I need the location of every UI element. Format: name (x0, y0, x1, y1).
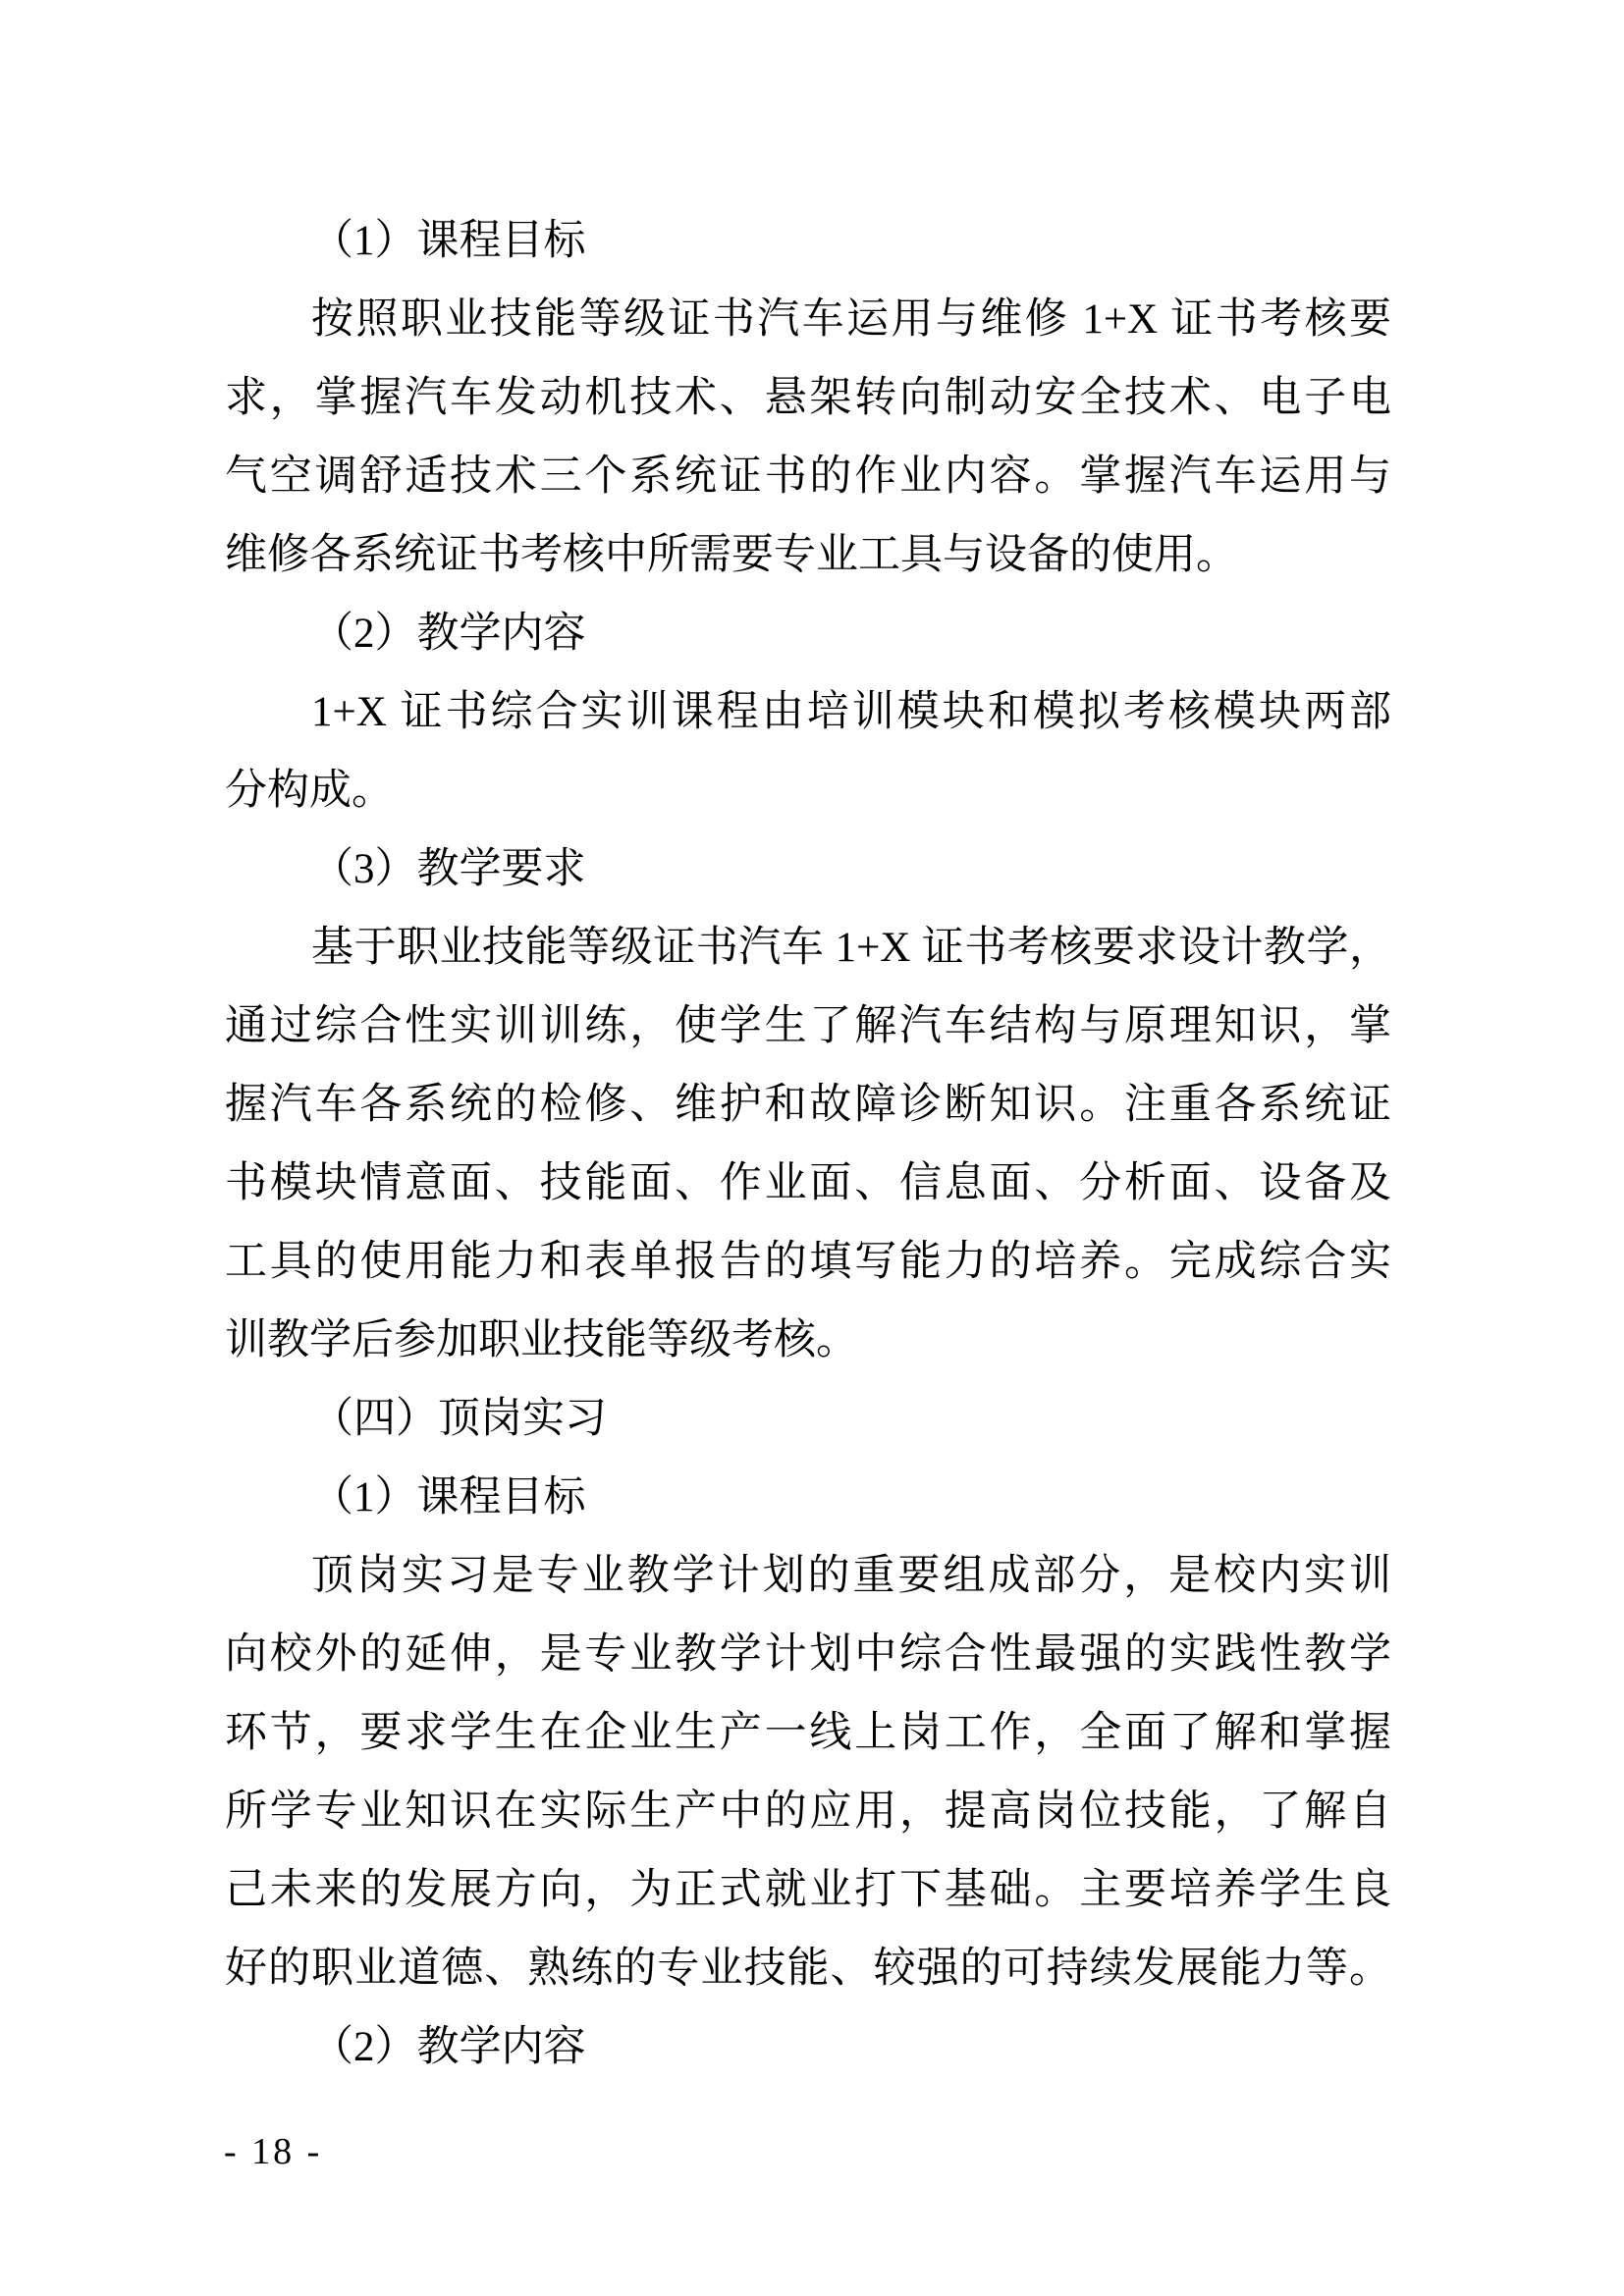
text-line: 分构成。 (225, 768, 394, 814)
text-line: 按照职业技能等级证书汽车运用与维修 1+X 证书考核要 (311, 296, 1391, 343)
document-text-block (225, 202, 1391, 2087)
text-line: 环节，要求学生在企业生产一线上岗工作，全面了解和掌握 (225, 1710, 1391, 1756)
text-line: （1）课程目标 (311, 1474, 586, 1521)
text-line: （2）教学内容 (311, 611, 586, 657)
text-line: 好的职业道德、熟练的专业技能、较强的可持续发展能力等。 (225, 1946, 1391, 1992)
text-line: 向校外的延伸，是专业教学计划中综合性最强的实践性教学 (225, 1631, 1391, 1678)
text-line: 气空调舒适技术三个系统证书的作业内容。掌握汽车运用与 (225, 454, 1391, 500)
text-line: 1+X 证书综合实训课程由培训模块和模拟考核模块两部 (311, 689, 1391, 735)
text-line: （四）顶岗实习 (311, 1396, 607, 1442)
text-line: 书模块情意面、技能面、作业面、信息面、分析面、设备及 (225, 1160, 1391, 1206)
text-line: （1）课程目标 (311, 218, 586, 264)
text-line: 己未来的发展方向，为正式就业打下基础。主要培养学生良 (225, 1867, 1391, 1913)
page-number: - 18 - (224, 2131, 323, 2172)
text-line: （2）教学内容 (311, 2024, 586, 2070)
text-line: 维修各系统证书考核中所需要专业工具与设备的使用。 (225, 532, 1238, 578)
text-line: （3）教学要求 (311, 846, 586, 892)
text-line: 通过综合性实训训练，使学生了解汽车结构与原理知识，掌 (225, 1003, 1391, 1049)
text-line: 顶岗实习是专业教学计划的重要组成部分，是校内实训 (311, 1553, 1391, 1599)
text-line: 工具的使用能力和表单报告的填写能力的培养。完成综合实 (225, 1239, 1391, 1285)
text-line: 求，掌握汽车发动机技术、悬架转向制动安全技术、电子电 (225, 375, 1391, 421)
text-line: 握汽车各系统的检修、维护和故障诊断知识。注重各系统证 (225, 1082, 1391, 1128)
text-line: 基于职业技能等级证书汽车 1+X 证书考核要求设计教学， (311, 925, 1391, 971)
text-line: 所学专业知识在实际生产中的应用，提高岗位技能，了解自 (225, 1789, 1391, 1835)
text-line: 训教学后参加职业技能等级考核。 (225, 1317, 858, 1363)
